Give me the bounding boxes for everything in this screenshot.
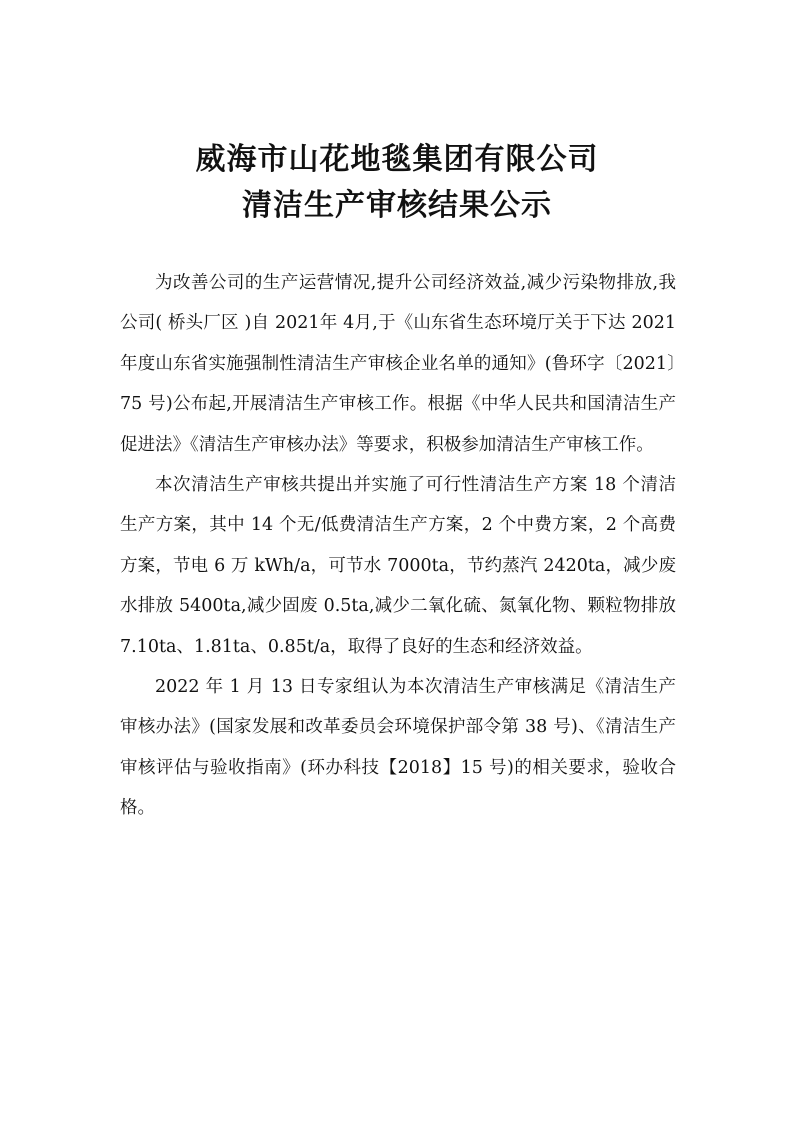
paragraph-acceptance: 2022 年 1 月 13 日专家组认为本次清洁生产审核满足《清洁生产审核办法》(国家发展和改革委员会环境保护部令第 38 号)、《清洁生产审核评估与验收指南》(环办科技【2018】15 号)的相关要求，验收合格。 (120, 677, 676, 819)
document-title-subject: 清洁生产审核结果公示 (242, 188, 552, 223)
paragraph-results: 本次清洁生产审核共提出并实施了可行性清洁生产方案 18 个清洁生产方案，其中 14 个无/低费清洁生产方案，2 个中费方案，2 个高费方案，节电 6 万 kWh/a，可节水 7000ta，节约蒸汽 2420ta，减少废水排放 5400ta,减少固废 0.5ta,减少二氧化硫、氮氧化物、颗粒物排放 7.10ta、1.81ta、0.85t/a，取得了良好的生态和经济效益。 (120, 475, 676, 657)
paragraph-background: 为改善公司的生产运营情况,提升公司经济效益,减少污染物排放,我公司( 桥头厂区 )自 2021年 4月,于《山东省生态环境厅关于下达 2021 年度山东省实施强制性清洁生产审核企业名单的通知》(鲁环字〔2021〕75 号)公布起,开展清洁生产审核工作。根据《中华人民共和国清洁生产促进法》《清洁生产审核办法》等要求，积极参加清洁生产审核工作。 (120, 273, 676, 455)
document-body (120, 263, 676, 829)
document-title-company: 威海市山花地毯集团有限公司 (195, 142, 599, 177)
